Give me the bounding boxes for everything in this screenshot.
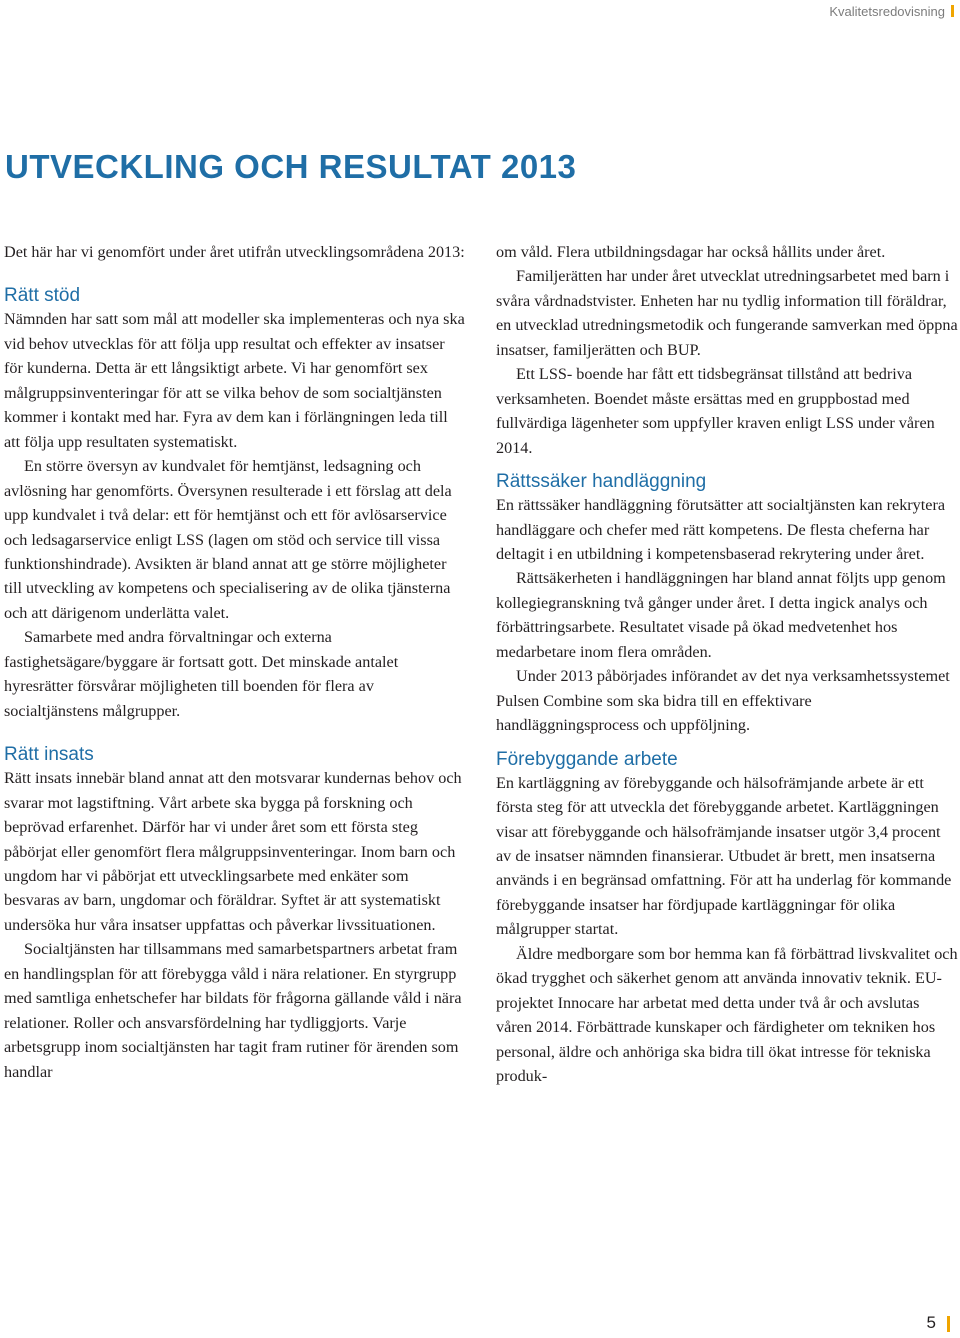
page-accent-bar [947,1316,950,1332]
ratt-insats-paragraph-2: Socialtjänsten har tillsammans med samarbetspartners arbetat fram en handlingsplan för att förebygga våld i nära relationer. En styrgrupp med samtliga enhetschefer har bildats för frågorna gällande våld i nära relationer. Roller och ansvarsfördelning har tydliggjorts. Varje arbetsgrupp inom socialtjänsten har tagit fram rutiner för ärenden som handlar [4,940,462,1081]
left-column [4,240,466,1084]
rattssaker-paragraph-2: Rättsäkerheten i handläggningen har bland annat följts upp genom kollegiegranskning två gånger under året. I detta ingick analys och förbättringsarbete. Resultatet visade på ökad medvetenhet hos medarbetare inom flera områden. [496,569,946,661]
ratt-stod-paragraph-2: En större översyn av kundvalet för hemtjänst, ledsagning och avlösning har genomförts. Översynen resulterade i ett förslag att dela upp kundvalet i två delar: ett för hemtjänst och ett för avlösarservice och ledsagarservice enligt LSS (lagen om stöd och service till vissa funktionshindrade). Avsikten är bland annat att ge större möjligheter till utveckling av kompetens och specialisering av de olika tjänsterna och att därigenom underlätta valet. [4,457,452,622]
running-header-title: Kvalitetsredovisning [829,3,945,19]
forebyggande-paragraph-2: Äldre medborgare som bor hemma kan få förbättrad livskvalitet och ökad trygghet och säkerhet genom att använda innovativ teknik. EU-projektet Innocare har arbetat med detta under två år och avslutas våren 2014. Förbättrade kunskaper och färdigheter om tekniken hos personal, äldre och anhöriga ska bidra till ökat intresse för tekniska produk- [496,944,958,1086]
section-heading-rattssaker-handlaggning: Rättssäker handläggning [496,471,707,493]
section-heading-forebyggande-arbete: Förebyggande arbete [496,748,678,770]
page-title: UTVECKLING OCH RESULTAT 2013 [5,148,577,185]
ratt-stod-paragraph-1: Nämnden har satt som mål att modeller ska implementeras och nya ska vid behov utvecklas för att följa upp resultat och effekter av insatser för kunderna. Detta är ett långsiktigt arbete. Vi har genomfört sex målgruppsinventeringar för att se vilka behov de som socialtjänsten kommer i kontakt med har. Fyra av dem kan i förlängningen leda till att följa upp resultaten systematiskt. [4,310,465,451]
section-heading-ratt-insats: Rätt insats [4,744,94,766]
ratt-stod-paragraph-3: Samarbete med andra förvaltningar och externa fastighetsägare/byggare är fortsatt gott. Det minskade antalet hyresrätter försvårar möjligheten till boenden för flera av socialtjänstens målgrupper. [4,628,399,720]
section-heading-ratt-stod: Rätt stöd [4,285,81,307]
right-column [496,240,958,1089]
lss-paragraph: Ett LSS- boende har fått ett tidsbegränsat tillstånd att bedriva verksamheten. Boendet måste ersättas med en gruppbostad med fullvärdiga lägenheter som uppfyller kraven enligt LSS under våren 2014. [496,365,935,457]
ratt-insats-paragraph-1: Rätt insats innebär bland annat att den motsvarar kundernas behov och svarar mot lagstiftning. Vårt arbete ska bygga på forskning och beprövad erfarenhet. Därför har vi under året som ett första steg påbörjat eller genomfört flera målgruppsinventeringar. Inom barn och ungdom har vi påbörjat ett utvecklingsarbete med enkäter som besvaras av barn, ungdomar och föräldrar. Syftet är att systematiskt undersöka hur våra insatser uppfattas och påverkar livssituationen. [4,769,462,934]
rattssaker-paragraph-3: Under 2013 påbörjades införandet av det nya verksamhetssystemet Pulsen Combine som ska bidra till en effektivare handläggningsprocess och uppföljning. [496,667,950,735]
running-header [829,0,960,22]
familjeratten-paragraph: Familjerätten har under året utvecklat utredningsarbetet med barn i svåra vårdnadstvister. Enheten har nu tydlig information till föräldrar, en utvecklad utredningsmetodik och fungerande samverkan med öppna insatser, familjerätten och BUP. [496,267,958,359]
forebyggande-paragraph-1: En kartläggning av förebyggande och hälsofrämjande arbete är ett första steg för att utveckla det förebyggande arbetet. Kartläggningen visar att förebyggande och hälsofrämjande insatser utgör 3,4 procent av de insatser nämnden finansierar. Utbudet är brett, men insatserna används i en begränsad omfattning. För att ha underlag för kommande förebyggande insatser har fördjupade kartläggningar för olika målgrupper startat. [496,773,952,939]
header-accent-bar [951,5,954,17]
continued-paragraph: om våld. Flera utbildningsdagar har också hållits under året. [496,243,886,261]
page-number: 5 [926,1313,936,1332]
rattssaker-paragraph-1: En rättssäker handläggning förutsätter att socialtjänsten kan rekrytera handläggare och chefer med rätt kompetens. De flesta cheferna har deltagit i en utbildning i kompetensbaserad rekrytering under året. [496,496,946,563]
intro-paragraph: Det här har vi genomfört under året utifrån utvecklingsområdena 2013: [4,243,465,261]
